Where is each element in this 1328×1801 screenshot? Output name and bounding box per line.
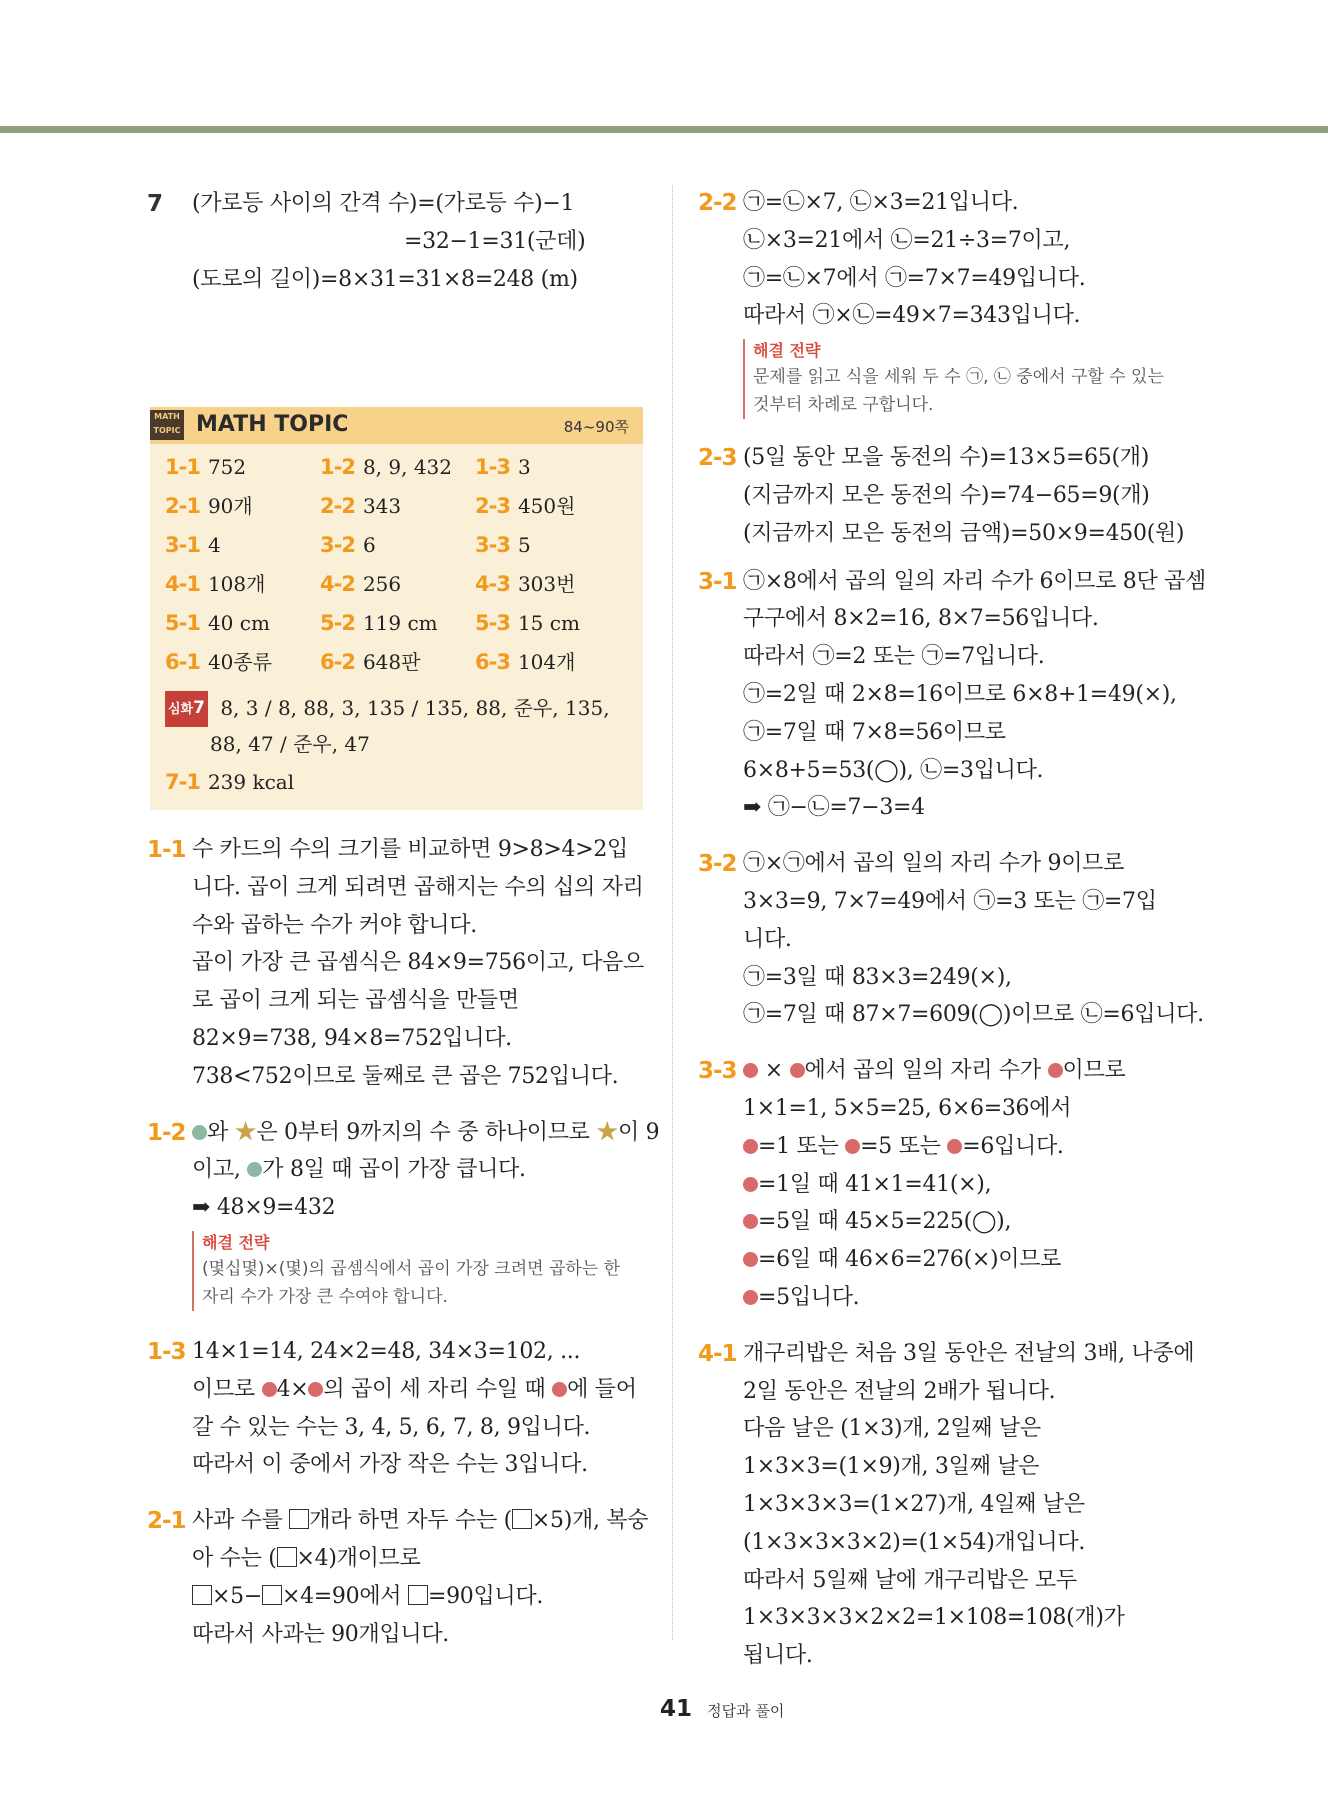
solution-line: ➡ 48×9=432 [192,1195,336,1221]
solution-line: 이고, 가 8일 때 곱이 가장 큽니다. [192,1157,526,1183]
answer-sh7 [165,691,610,727]
answer-cell [475,569,575,599]
answer-cell [320,569,401,599]
answer-value: 4 [207,533,221,557]
answer-value: 6 [362,533,376,557]
problem-number: 7 [147,191,163,217]
problem-2-1 [147,1502,647,1653]
answer-key: 6-1 [165,650,200,674]
answer-key: 2-2 [320,494,355,518]
problem-number: 4-1 [698,1340,737,1367]
solution-line: 따라서 사과는 90개입니다. [192,1621,449,1647]
solution-line: (1×3×3×3×2)=(1×54)개입니다. [743,1529,1086,1555]
problem-2-2 [698,184,1200,419]
solution-line: 구구에서 8×2=16, 8×7=56입니다. [743,606,1099,632]
problem-number: 3-3 [698,1058,737,1085]
solution-line: 1×3×3=(1×9)개, 3일째 날은 [743,1454,1040,1480]
solution-line: =6일 때 46×6=276(×)이므로 [743,1241,1200,1279]
solution-line: 수 카드의 수의 크기를 비교하면 9>8>4>2입 [192,837,628,862]
solution-line: ㉠=㉡×7, ㉡×3=21입니다. [743,190,1019,215]
answer-cell [165,491,253,521]
red-dot-icon [552,1382,567,1397]
answer-cell [165,530,221,560]
solution-line: 따라서 ㉠×㉡=49×7=343입니다. [743,303,1081,329]
problem-1-1 [147,831,647,1096]
blank-box-icon [289,1509,309,1529]
page-footer [660,1696,784,1722]
solution-line: 1×3×3×3=(1×27)개, 4일째 날은 [743,1491,1085,1517]
problem-number: 1-2 [147,1119,186,1146]
answer-value: 8, 9, 432 [362,455,453,479]
answer-value: 648판 [362,650,421,674]
solution-line: ×5− ×4=90에서 =90입니다. [192,1578,647,1616]
problem-number: 2-2 [698,190,737,216]
problem-3-2 [698,845,1204,1034]
answer-sh7-cont: 88, 47 / 준우, 47 [210,732,370,756]
blank-box-icon [512,1509,532,1529]
answer-key: 4-3 [475,572,510,596]
answer-key: 7-1 [165,770,200,794]
solution-line: 수와 곱하는 수가 커야 합니다. [192,912,477,938]
problem-number: 1-3 [147,1338,186,1365]
solution-line: ㉠=7일 때 7×8=56이므로 [743,719,1006,745]
answer-cell [165,452,246,482]
red-dot-icon [743,1063,758,1078]
red-dot-icon [743,1290,758,1305]
answer-cell [165,569,265,599]
green-dot-icon [247,1162,262,1177]
answer-cell [475,491,575,521]
problem-number: 2-1 [147,1508,186,1535]
answer-key: 2-1 [165,494,200,518]
answer-value: 752 [207,455,247,479]
answer-key: 1-3 [475,455,510,479]
right-column [698,184,1207,1693]
solution-line: 6×8+5=53(◯), ㉡=3입니다. [743,757,1044,783]
answer-value: 256 [362,572,402,596]
blank-box-icon [408,1585,428,1605]
math-topic-title: MATH TOPIC [196,412,349,437]
answer-cell [475,530,531,560]
answer-value: 40종류 [207,650,273,674]
strategy-line: (몇십몇)×(몇)의 곱셈식에서 곱이 가장 크려면 곱하는 한 [202,1258,621,1279]
solution-line: 82×9=738, 94×8=752입니다. [192,1025,512,1051]
problem-3-3 [698,1052,1200,1317]
strategy-line: 것부터 차례로 구합니다. [753,395,934,416]
answer-key: 2-3 [475,494,510,518]
page-number: 41 [660,1696,693,1722]
problem-1-3 [147,1333,647,1484]
strategy-title: 해결 전략 [753,341,821,361]
solution-line: ㉠×8에서 곱의 일의 자리 수가 6이므로 8단 곱셈 [743,568,1207,594]
solution-line: 이므로 4× 의 곱이 세 자리 수일 때 에 들어 [192,1376,637,1402]
solution-line: ㉠=2일 때 2×8=16이므로 6×8+1=49(×), [743,681,1177,707]
footer-label: 정답과 풀이 [707,1702,785,1720]
answer-value: 303번 [517,572,576,596]
answer-value: 119 cm [362,611,438,635]
answer-value: 15 cm [517,611,580,635]
solution-line: =5입니다. [743,1279,1200,1317]
red-dot-icon [743,1214,758,1229]
solution-line: 니다. 곱이 크게 되려면 곱해지는 수의 십의 자리 [192,874,644,900]
solution-line: =5일 때 45×5=225(◯), [743,1203,1200,1241]
red-dot-icon [845,1139,860,1154]
star-icon: ★ [234,1119,257,1145]
red-dot-icon [947,1139,962,1154]
advanced-badge: 심화7 [165,691,208,727]
solution-line: 따라서 ㉠=2 또는 ㉠=7입니다. [743,644,1045,670]
answer-cell [475,452,531,482]
math-topic-logo: MATH TOPIC [150,410,184,440]
answer-value: 450원 [517,494,576,518]
answer-cell [165,647,272,677]
solution-line: 개구리밥은 처음 3일 동안은 전날의 3배, 나중에 [743,1340,1195,1366]
answer-value: 108개 [207,572,266,596]
answer-value: 8, 3 / 8, 88, 3, 135 / 135, 88, 준우, 135, [220,696,610,720]
strategy-note [192,1231,647,1311]
answer-key: 1-1 [165,455,200,479]
problem-3-1 [698,563,1207,828]
answer-cell [475,608,580,638]
solution-line: =1 또는 =5 또는 =6입니다. [743,1128,1200,1166]
solution-line: ㉠=7일 때 87×7=609(◯)이므로 ㉡=6입니다. [743,1002,1204,1028]
answer-cell [320,530,376,560]
blank-box-icon [277,1547,297,1567]
solution-line: 됩니다. [743,1643,813,1669]
answer-value: 239 kcal [207,770,295,794]
solution-line: 738<752이므로 둘째로 큰 곱은 752입니다. [192,1063,619,1089]
top-rule [0,126,1328,133]
strategy-note [743,339,1200,419]
solution-line: (5일 동안 모을 동전의 수)=13×5=65(개) [743,445,1150,471]
solution-line: 곱이 가장 큰 곱셈식은 84×9=756이고, 다음으 [192,950,644,976]
answer-key: 3-2 [320,533,355,557]
green-dot-icon [192,1125,207,1140]
solution-line: 1×3×3×3×2×2=1×108=108(개)가 [743,1605,1125,1631]
solution-line: (도로의 길이)=8×31=31×8=248 (m) [192,266,578,292]
strategy-line: 문제를 읽고 식을 세워 두 수 ㉠, ㉡ 중에서 구할 수 있는 [753,367,1164,388]
solution-line: (지금까지 모은 동전의 금액)=50×9=450(원) [743,520,1185,546]
answer-key: 3-3 [475,533,510,557]
solution-line: 따라서 이 중에서 가장 작은 수는 3입니다. [192,1452,588,1478]
red-dot-icon [262,1382,277,1397]
answer-value: 90개 [207,494,253,518]
red-dot-icon [308,1382,323,1397]
blank-box-icon [192,1585,212,1605]
red-dot-icon [790,1063,805,1078]
red-dot-icon [743,1252,758,1267]
answer-value: 40 cm [207,611,270,635]
solution-line: =32−1=31(군데) [404,228,586,254]
answer-value: 3 [517,455,531,479]
problem-7 [147,185,647,298]
solution-line: 3×3=9, 7×7=49에서 ㉠=3 또는 ㉠=7입 [743,888,1157,914]
answer-key: 4-1 [165,572,200,596]
solution-line: (가로등 사이의 간격 수)=(가로등 수)−1 [192,191,575,216]
problem-2-3 [698,439,1200,552]
answer-key: 6-2 [320,650,355,674]
solution-line: 니다. [743,926,792,952]
answer-cell [475,647,575,677]
left-column-top [147,185,647,316]
answer-key: 3-1 [165,533,200,557]
solution-line: 다음 날은 (1×3)개, 2일째 날은 [743,1416,1041,1442]
answer-key: 5-3 [475,611,510,635]
answer-key: 5-2 [320,611,355,635]
solution-line: ㉡×3=21에서 ㉡=21÷3=7이고, [743,227,1071,253]
star-icon: ★ [596,1119,618,1145]
answer-cell [320,491,401,521]
problem-1-2 [147,1114,660,1311]
solution-line: 2일 동안은 전날의 2배가 됩니다. [743,1378,1056,1404]
math-topic-pages: 84~90쪽 [563,418,629,436]
red-dot-icon [1048,1063,1063,1078]
left-column-bottom [147,831,660,1671]
problem-number: 3-2 [698,851,737,878]
problem-number: 3-1 [698,568,737,595]
strategy-title: 해결 전략 [202,1232,270,1252]
problem-number: 1-1 [147,837,186,863]
problem-number: 2-3 [698,445,737,472]
solution-line: 와 ★은 0부터 9까지의 수 중 하나이므로 ★이 9 [192,1114,647,1152]
answer-cell [320,608,438,638]
answer-7-1 [165,767,294,797]
answer-value: 343 [362,494,402,518]
solution-line: 갈 수 있는 수는 3, 4, 5, 6, 7, 8, 9입니다. [192,1414,591,1440]
solution-line: 14×1=14, 24×2=48, 34×3=102, ... [192,1338,581,1364]
solution-line: ㉠=㉡×7에서 ㉠=7×7=49입니다. [743,265,1086,291]
solution-line: ➡ ㉠−㉡=7−3=4 [743,795,925,821]
answer-cell [165,608,270,638]
red-dot-icon [743,1177,758,1192]
solution-line: × 에서 곱의 일의 자리 수가 이므로 [743,1052,1200,1090]
solution-line: 사과 수를 개라 하면 자두 수는 ( ×5)개, 복숭 [192,1508,649,1534]
answer-value: 5 [517,533,531,557]
answer-key: 6-3 [475,650,510,674]
answer-key: 1-2 [320,455,355,479]
answer-cell [320,647,420,677]
answer-key: 5-1 [165,611,200,635]
blank-box-icon [262,1585,282,1605]
column-divider [672,185,673,1640]
answer-key: 4-2 [320,572,355,596]
red-dot-icon [743,1139,758,1154]
answer-cell [320,452,452,482]
strategy-line: 자리 수가 가장 큰 수여야 합니다. [202,1286,448,1307]
solution-line: ㉠×㉠에서 곱의 일의 자리 수가 9이므로 [743,851,1125,877]
problem-4-1 [698,1335,1200,1675]
answer-value: 104개 [517,650,576,674]
solution-line: 따라서 5일째 날에 개구리밥은 모두 [743,1567,1077,1593]
math-topic-box [150,407,643,810]
solution-line: ㉠=3일 때 83×3=249(×), [743,964,1012,990]
math-topic-header [150,407,643,444]
solution-line: 아 수는 ( ×4)개이므로 [192,1545,421,1571]
solution-line: (지금까지 모은 동전의 수)=74−65=9(개) [743,482,1150,508]
solution-line: 로 곱이 크게 되는 곱셈식을 만들면 [192,988,519,1014]
solution-line: =1일 때 41×1=41(×), [743,1166,1200,1204]
solution-line: 1×1=1, 5×5=25, 6×6=36에서 [743,1095,1072,1121]
